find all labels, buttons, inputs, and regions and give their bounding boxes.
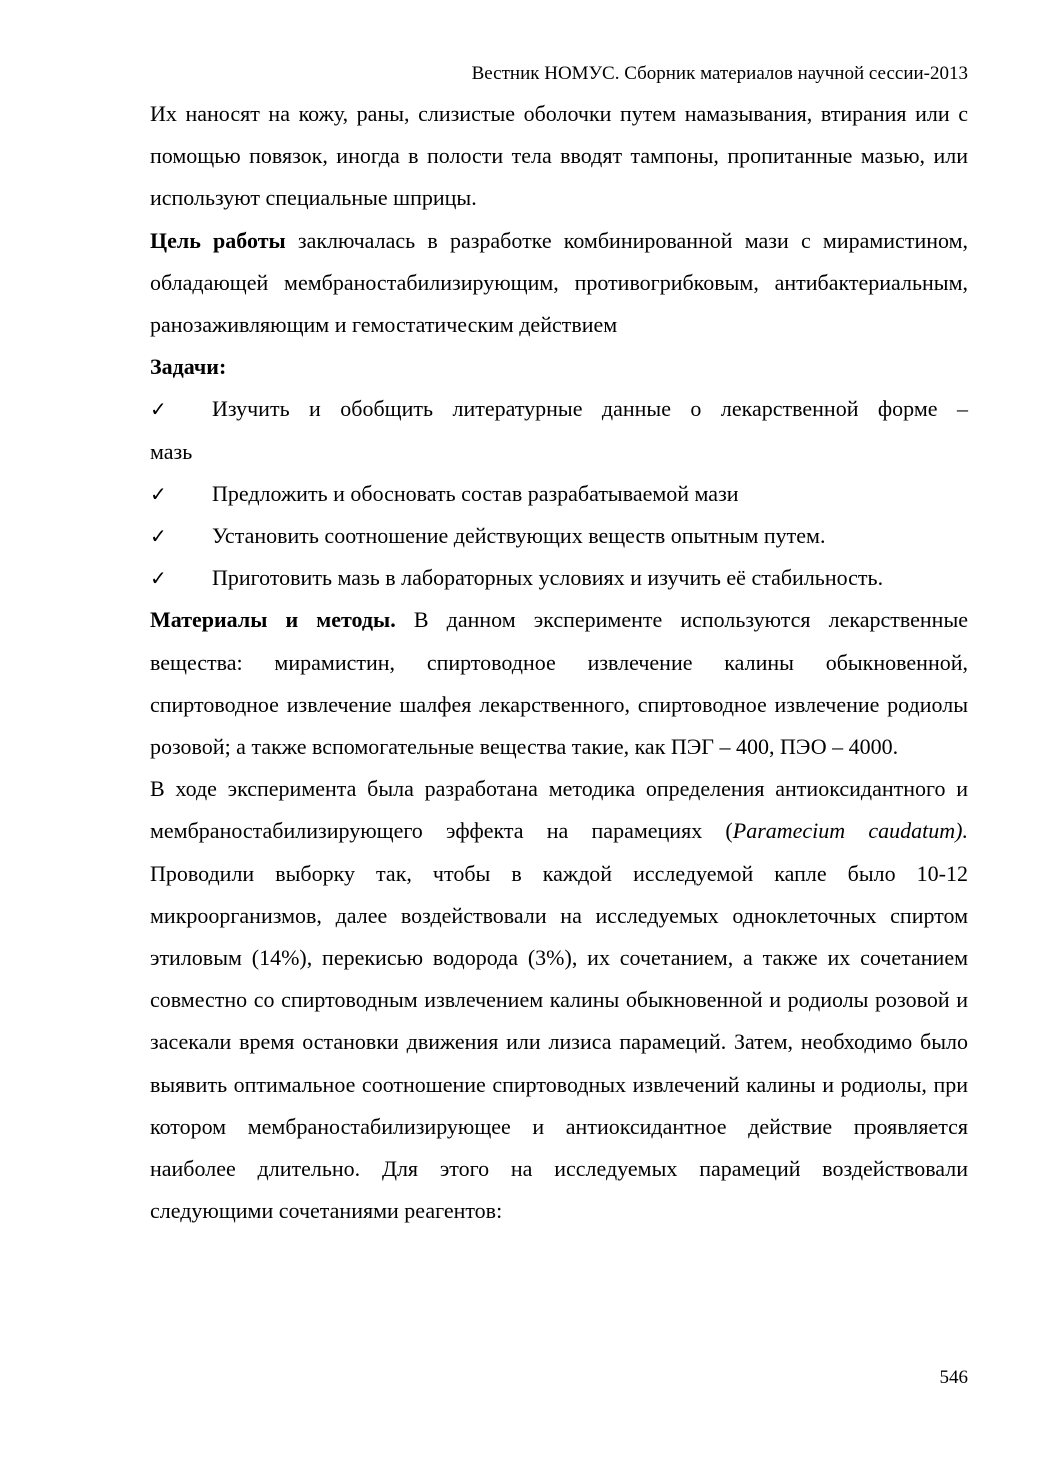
methods-paragraph bbox=[150, 599, 968, 768]
task-text: Приготовить мазь в лабораторных условиях и изучить её стабильность. bbox=[212, 565, 884, 591]
checkmark-icon: ✓ bbox=[150, 566, 167, 591]
experiment-paragraph bbox=[150, 768, 968, 1232]
task-item bbox=[150, 557, 968, 599]
page-body bbox=[150, 93, 968, 1232]
checkmark-icon: ✓ bbox=[150, 397, 167, 422]
checkmark-icon: ✓ bbox=[150, 481, 167, 506]
methods-text: В данном эксперименте используются лекарственные вещества: мирамистин, спиртоводное извлечение калины обыкновенной, спиртоводное извлечение шалфея лекарственного, спиртоводное извлечение родиолы розовой; а также вспомогательные вещества такие, как ПЭГ – 400, ПЭО – 4000. bbox=[150, 607, 968, 760]
task-item bbox=[150, 388, 968, 472]
task-text: Предложить и обосновать состав разрабатываемой мази bbox=[212, 480, 739, 506]
intro-paragraph: Их наносят на кожу, раны, слизистые оболочки путем намазывания, втирания или с помощью повязок, иногда в полости тела вводят тампоны, пропитанные мазью, или используют специальные шприцы. bbox=[150, 101, 968, 211]
experiment-text-part2: Проводили выборку так, чтобы в каждой исследуемой капле было 10-12 микроорганизмов, далее воздействовали на исследуемых одноклеточных спиртом этиловым (14%), перекисью водорода (3%), их сочетанием, а также их сочетанием совместно со спиртоводным извлечением калины обыкновенной и родиолы розовой и засекали время остановки движения или лизиса парамеций. Затем, необходимо было выявить оптимальное соотношение спиртоводных извлечений калины и родиолы, при котором мембраностабилизирующее и антиоксидантное действие проявляется наиболее длительно. Для этого на исследуемых парамеций воздействовали следующими сочетаниями реагентов: bbox=[150, 860, 968, 1224]
tasks-heading: Задачи: bbox=[150, 354, 227, 380]
species-name: Paramecium caudatum). bbox=[732, 818, 968, 844]
page-number: 546 bbox=[939, 1367, 968, 1388]
aim-text: заключалась в разработке комбинированной мази с мирамистином, обладающей мембраностабилизирующим, противогрибковым, антибактериальным, ранозаживляющим и гемостатическим действием bbox=[150, 227, 968, 338]
task-item bbox=[150, 515, 968, 557]
methods-label: Материалы и методы. bbox=[150, 607, 396, 633]
task-text: Изучить и обобщить литературные данные о лекарственной форме – bbox=[212, 396, 968, 422]
task-text: Установить соотношение действующих веществ опытным путем. bbox=[212, 523, 826, 549]
aim-paragraph bbox=[150, 220, 968, 347]
task-text-continuation: мазь bbox=[150, 438, 193, 464]
experiment-text-part1: В ходе эксперимента была разработана методика определения антиоксидантного и мембраностабилизирующего эффекта на парамециях ( bbox=[150, 776, 968, 844]
checkmark-icon: ✓ bbox=[150, 524, 167, 549]
running-header: Вестник НОМУС. Сборник материалов научной сессии-2013 bbox=[471, 63, 968, 84]
aim-label: Цель работы bbox=[150, 227, 286, 253]
task-item bbox=[150, 473, 968, 515]
